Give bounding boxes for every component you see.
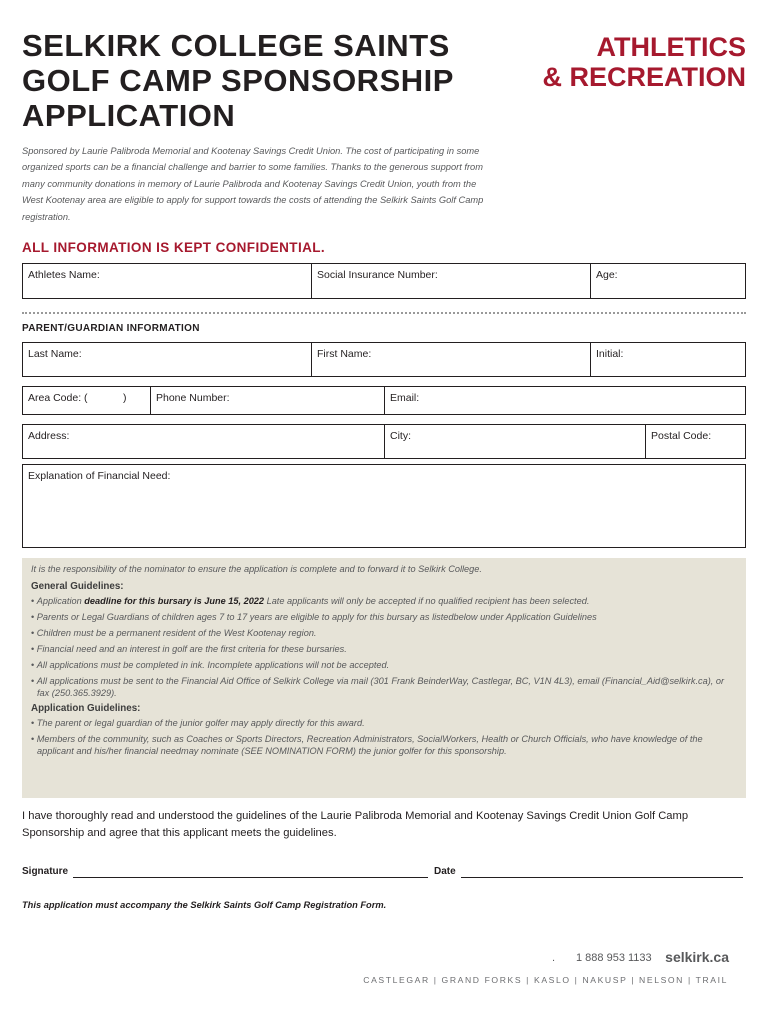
city-field[interactable]	[384, 425, 645, 458]
title-line: APPLICATION	[22, 98, 236, 133]
postal-code-field[interactable]	[645, 425, 745, 458]
phone-field[interactable]	[150, 387, 384, 414]
postal-code-label: Postal Code:	[651, 430, 712, 442]
area-code-label: Area Code: (	[28, 392, 88, 404]
department-line: & RECREATION	[542, 62, 746, 92]
parent-section-title: PARENT/GUARDIAN INFORMATION	[22, 323, 200, 334]
address-row	[22, 424, 746, 459]
email-field[interactable]	[384, 387, 745, 414]
footer-dot: .	[552, 952, 556, 964]
sin-field[interactable]	[311, 264, 590, 298]
address-label: Address:	[28, 430, 70, 442]
parent-name-row	[22, 342, 746, 377]
date-label: Date	[434, 866, 456, 877]
agreement-statement: I have thoroughly read and understood the guidelines of the Laurie Palibroda Memorial and Kootenay Savings Credit Union Golf Camp Sponsorship and agree that this applicant meets the guidelines.	[22, 810, 689, 839]
department-name	[542, 32, 746, 92]
athlete-name-field[interactable]	[23, 264, 311, 298]
area-code-close: )	[123, 392, 127, 404]
last-name-label: Last Name:	[28, 348, 82, 360]
section-divider	[22, 312, 746, 314]
guidelines-panel	[22, 558, 746, 798]
general-guidelines-title: General Guidelines:	[31, 581, 124, 592]
application-guidelines-title: Application Guidelines:	[31, 703, 141, 714]
phone-label: Phone Number:	[156, 392, 230, 404]
title-line: SELKIRK COLLEGE SAINTS	[22, 28, 450, 63]
list-item: • All applications must be sent to the Financial Aid Office of Selkirk College via mail (301 Frank BeinderWay, Castlegar, BC, V1N 4L3), email (Financial_Aid@selkirk.ca), or fax (250.365.3929).	[31, 675, 737, 699]
title-line: GOLF CAMP SPONSORSHIP	[22, 63, 454, 98]
list-item: • The parent or legal guardian of the junior golfer may apply directly for this award.	[31, 717, 737, 729]
footer-campuses: CASTLEGAR | GRAND FORKS | KASLO | NAKUSP | NELSON | TRAIL	[363, 975, 728, 985]
list-item: • Children must be a permanent resident of the West Kootenay region.	[31, 627, 737, 639]
confidential-heading: ALL INFORMATION IS KEPT CONFIDENTIAL.	[22, 240, 326, 255]
footer-phone: 1 888 953 1133	[576, 952, 652, 964]
guidelines-lead: It is the responsibility of the nominator to ensure the application is complete and to forward it to Selkirk College.	[31, 564, 482, 574]
contact-row	[22, 386, 746, 415]
athlete-row	[22, 263, 746, 299]
financial-need-label: Explanation of Financial Need:	[28, 470, 171, 482]
list-item: • All applications must be completed in ink. Incomplete applications will not be accepted.	[31, 659, 737, 671]
city-label: City:	[390, 430, 411, 442]
financial-need-field[interactable]	[22, 464, 746, 548]
first-name-label: First Name:	[317, 348, 372, 360]
email-label: Email:	[390, 392, 420, 404]
list-item: • Application deadline for this bursary is June 15, 2022 Late applicants will only be accepted if no qualified recipient has been selected.	[31, 595, 737, 607]
list-item: • Parents or Legal Guardians of children ages 7 to 17 years are eligible to apply for this bursary as listedbelow under Application Guidelines	[31, 611, 737, 623]
area-code-field[interactable]	[23, 387, 150, 414]
general-guidelines-list	[31, 595, 737, 699]
list-item: • Members of the community, such as Coaches or Sports Directors, Recreation Administrators, SocialWorkers, Health or Church Officials, who have knowledge of the applicant and his/her financial needmay nominate (SEE NOMINATION FORM) the junior golfer for this sponsorship.	[31, 733, 737, 757]
initial-label: Initial:	[596, 348, 624, 360]
initial-field[interactable]	[590, 343, 745, 376]
address-field[interactable]	[23, 425, 384, 458]
signature-label: Signature	[22, 866, 69, 877]
last-name-field[interactable]	[23, 343, 311, 376]
registration-note: This application must accompany the Selkirk Saints Golf Camp Registration Form.	[22, 900, 387, 910]
page-title	[22, 28, 454, 133]
intro-paragraph: Sponsored by Laurie Palibroda Memorial and Kootenay Savings Credit Union. The cost of participating in some organized sports can be a financial challenge and barrier to some families. Thanks to the generous support from many community donations in memory of Laurie Palibroda and Kootenay Savings Credit Union, youth from the West Kootenay area are eligible to apply for support towards the costs of attending the Selkirk Saints Golf Camp registration.	[22, 146, 484, 222]
first-name-field[interactable]	[311, 343, 590, 376]
department-line: ATHLETICS	[596, 32, 746, 62]
list-item: • Financial need and an interest in golf are the first criteria for these bursaries.	[31, 643, 737, 655]
deadline-text: deadline for this bursary is June 15, 2022	[84, 596, 265, 606]
signature-line[interactable]	[73, 877, 428, 878]
age-label: Age:	[596, 269, 618, 281]
sin-label: Social Insurance Number:	[317, 269, 438, 281]
athlete-name-label: Athletes Name:	[28, 269, 100, 281]
date-line[interactable]	[461, 877, 743, 878]
application-guidelines-list	[31, 717, 737, 757]
age-field[interactable]	[590, 264, 745, 298]
footer-website: selkirk.ca	[665, 949, 729, 965]
